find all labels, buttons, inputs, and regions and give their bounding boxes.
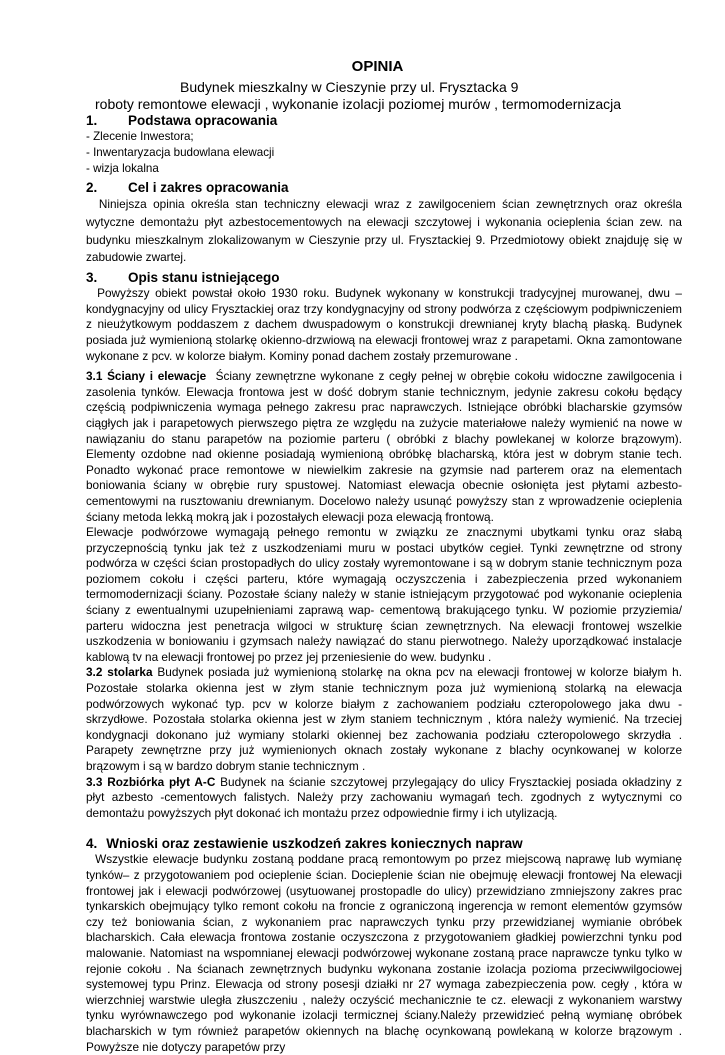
list-item: - wizja lokalna xyxy=(86,162,159,175)
section-number: 3. xyxy=(86,270,98,286)
section-2-heading xyxy=(86,179,682,196)
document-body xyxy=(86,110,682,1055)
section-3-text: Powyższy obiekt powstał około 1930 roku. Budynek wykonany w konstrukcji tradycyjnej murowanej, dwu – kondygnacyjny od ulicy Frysztackiej oraz trzy kondygnacyjny od strony podwórza z częściowym podpiwniczeniem z nieużytkowym poddaszem z dachem dwuspadowym o konstrukcji drewnianej kryty blachą płaską. Budynek posiada już wymienioną stolarkę okienno-drzwiową na elewacji frontowej wraz z parapetami. Okna zamontowane wykonane z pcv. w kolorze białym. Kominy ponad dachem zostały przemurowane . xyxy=(86,286,682,363)
section-2-text: Niniejsza opinia określa stan techniczny elewacji wraz z zawilgoceniem ścian zewnętrznych oraz określa wytyczne demontażu płyt azbestocementowych na elewacji szczytowej i wykonania ocieplenia ścian zew. na budynku mieszkalnym zlokalizowanym w Cieszynie przy ul. Frysztackiej 9. Przedmiotowy obiekt znajduję się w zabudowie zwartej. xyxy=(86,197,682,265)
document-title: OPINIA xyxy=(351,58,404,75)
section-title: Wnioski oraz zestawienie uszkodzeń zakres koniecznych napraw xyxy=(106,836,523,852)
section-title: Podstawa opracowania xyxy=(128,113,278,128)
document-subtitle-line1: Budynek mieszkalny w Cieszynie przy ul. Frysztacka 9 xyxy=(180,79,519,95)
section-4-heading xyxy=(86,835,682,852)
list-item: - Inwentaryzacja budowlana elewacji xyxy=(86,146,275,159)
section-title: Cel i zakres opracowania xyxy=(128,180,289,195)
subsection-3-1 xyxy=(86,369,682,525)
section-number: 2. xyxy=(86,180,98,195)
subsection-label: 3.3 Rozbiórka płyt A-C xyxy=(86,774,216,789)
section-number: 4. xyxy=(86,836,98,852)
list-item: - Zlecenie Inwestora; xyxy=(86,130,194,143)
subsection-label: 3.2 stolarka xyxy=(86,665,153,680)
subsection-text: Budynek na ścianie szczytowej przylegający do ulicy Frysztackiej posiada okładziny z płyt azbesto -cementowych falistych. Należy przy zachowaniu wymagań tech. zgodnych z wytycznymi co demontażu powyższych płyt dokonać ich montażu przez odpowiednie firmy i ich utylizacją. xyxy=(86,774,682,820)
subsection-3-1-continued: Elewacje podwórzowe wymagają pełnego remontu w związku ze znacznymi ubytkami tynku oraz słabą przyczepnością tynku jak też z uszkodzeniami muru w postaci ubytków cegieł. Tynki zewnętrzne od strony podwórza w części ścian prostopadłych do ulicy zostały wyremontowane i są w dobrym stanie technicznym poza poziomem cokołu i części parteru, które wymagają oczyszczenia i zabezpieczenia przed wykonaniem termomodernizacji ściany. Pozostałe ściany należy w stanie istniejącym przygotować pod wykonanie ocieplenia ściany z ewentualnymi uzupełnieniami zaprawą wap- cementową brakującego tynku. W poziomie przyziemia/ parteru widoczna jest penetracja wilgoci w strukturę ścian zewnętrznych. Na elewacji frontowej wszelkie uszkodzenia w boniowaniu i gzymsach należy nawiązać do stanu pierwotnego. Należy uporządkować instalacje kablową tv na elewacji frontowej po przez jej przeniesienie do wew. budynku . xyxy=(86,525,682,664)
section-4-text: Wszystkie elewacje budynku zostaną poddane pracą remontowym po przez miejscową naprawę lub wymianę tynków– z przygotowaniem pod ocieplenie ścian. Docieplenie ścian nie obejmuję elewacji frontowej Na elewacji frontowej jak i elewacji podwórzowej (usytuowanej prostopadle do ulicy) przewidziano zmniejszony zakres prac tynkarskich obejmujący tylko remont cokołu na froncie z ograniczoną ingerencja w remont elementów gzymsów czy też boniowania ścian, z wykonaniem prac naprawczych tynku przy przewidzianej wymianie obróbek blacharskich. Cała elewacja frontowa zostanie oczyszczona z przygotowaniem gładkiej powierzchni tynku pod malowanie. Natomiast na wspomnianej elewacji podwórzowej wykonane zostaną prace naprawcze tynku tylko w rejonie cokołu . Na ścianach zewnętrznych budynku wykonana zostanie izolacja pozioma przeciwwilgociowej systemowej typu Prinz. Elewacja od strony posesji działki nr 27 wymaga zabezpieczenia pow. cegły , która w wierzchniej warstwie uległa złuszczeniu , należy oczyścić mechanicznie te cz. elewacji z wykonaniem warstwy tynku wyrównawczego pod wykonanie izolacji termicznej ściany.Należy przewidzieć pełną wymianę obróbek blacharskich w tym również parapetów okiennych na blachę ocynkowaną powlekaną w kolorze brązowym . Powyższe nie dotyczy parapetów przy xyxy=(86,852,682,1054)
section-number: 1. xyxy=(86,113,98,128)
section-1-heading xyxy=(86,112,682,129)
subsection-3-3 xyxy=(86,775,682,822)
subsection-text: Budynek posiada już wymienioną stolarkę na okna pcv na elewacji frontowej w kolorze białym h. Pozostałe stolarka okienna jest w złym stanie technicznym poza już wymienioną stolarką na elewacja podwórzowych wykonać typ. pcv w kolorze białym z zachowaniem podziału czteropolowego jaka dwu - skrzydłowe. Pozostała stolarka okienna jest w złym staniem technicznym , która należy wymienić. Na trzeciej kondygnacji dokonano już wymiany stolarki okiennej bez zachowania podziału czteropolowego skrzydła . Parapety zewnętrzne przy już wymienionych oknach zostały wykonane z blachy ocynkowanej w kolorze brązowym i są w bardzo dobrym stanie technicznym . xyxy=(86,665,682,773)
subsection-text: Ściany zewnętrzne wykonane z cegły pełnej w obrębie cokołu widoczne zawilgocenia i zasolenia tynków. Elewacja frontowa jest w dość dobrym stanie technicznym, jedynie zakresu cokołu będący częścią podpiwniczenia wymaga pełnego zakresu prac naprawczych. Istniejące obróbki blacharskie gzymsów ciągłych jak i parapetowych pierwszego piętra ze względu na zużycie materiałowe należy wymienić na nowe w nawiązaniu do stanu parapetów na poziomie parteru ( obróbki z blachy powlekanej w kolorze brązowym). Elementy ozdobne nad okienne posiadają wymienioną obróbkę blacharską, która jest w dobrym stanie tech. Ponadto wykonać prace remontowe w niewielkim zakresie na gzymsie nad parterem oraz na elementach boniowania ściany w obrębie rury spustowej. Natomiast elewacja obecnie osłonięta jest płytami azbesto-cementowymi na rusztowaniu drewnianym. Docelowo należy usunąć powyższy stan z wprowadzenie ocieplenia ściany metoda lekką mokrą jak i pozostałych elewacji poza elewacją frontową. xyxy=(86,369,682,524)
section-title: Opis stanu istniejącego xyxy=(128,270,280,286)
section-3-heading xyxy=(86,269,682,286)
document-subtitle-line2: roboty remontowe elewacji , wykonanie izolacji poziomej murów , termomodernizacja xyxy=(95,96,621,112)
subsection-3-2 xyxy=(86,665,682,774)
subsection-label: 3.1 Ściany i elewacje xyxy=(86,369,207,384)
